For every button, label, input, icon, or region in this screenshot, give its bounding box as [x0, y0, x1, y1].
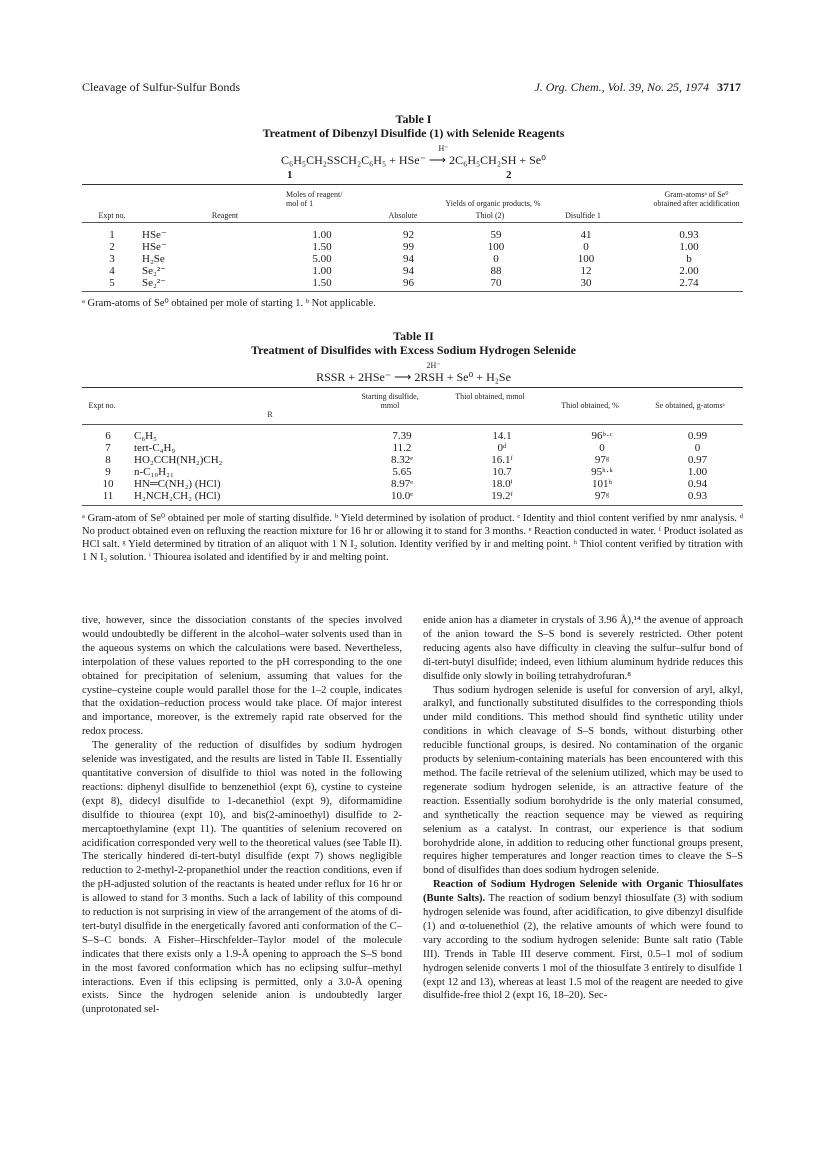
table2-cell: 0.94: [687, 478, 708, 490]
body-paragraph: tive, however, since the dissociation constants of the species involved would undoubtedly be different in the alcohol–water solvents used than in the aqueous systems on which the calculations were based. Nevertheless, interpolation of these values reported to the pH corresponding to the one obtained for precipitation of selenium, assuming that values for the cystine–cysteine couple would parallel those for the 1–2 couple, indicates that the oxidation–reduction process would take place. Of major interest and importance, moreover, is the extremely rapid rate observed for the redox process.: [82, 615, 402, 738]
table1-compound-1: 1: [287, 169, 293, 181]
table2-body: [82, 430, 743, 502]
table1-row: [82, 229, 743, 241]
table2-cell: 16.1ᶠ: [491, 454, 513, 466]
table1-cell: 2.00: [679, 265, 699, 277]
table2-label: Table II: [393, 329, 434, 343]
table2-row: [82, 490, 743, 502]
table2-header-rule: [82, 424, 743, 425]
table2-cell: 10: [102, 478, 114, 490]
journal-citation: J. Org. Chem., Vol. 39, No. 25, 1974: [534, 80, 709, 94]
table2-cell: n-C₁₀H₂₁: [134, 466, 174, 478]
table1-cell: 1: [109, 229, 115, 241]
page-number: 3717: [717, 80, 741, 94]
table1-cell: 1.50: [312, 241, 332, 253]
table2-cell: 95ʰ·ᵏ: [591, 466, 613, 478]
table1-cell: 96: [403, 277, 414, 289]
table1-eq-condition: H⁻: [438, 144, 449, 153]
t2-head-thiol-mmol: Thiol obtained, mmol: [455, 392, 525, 401]
table1-cell: 1.00: [679, 241, 699, 253]
table1-cell: HSe⁻: [142, 241, 167, 253]
t2-head-expt: Expt no.: [88, 401, 116, 410]
table2-footnote: ᵃ Gram-atom of Se⁰ obtained per mole of starting disulfide. ᵇ Yield determined by isolation of product. ᶜ Identity and thiol content verified by nmr analysis. ᵈ No product obtained even on refluxing the reaction mixture for 16 hr or allowing it to stand for 3 months. ᵉ Reaction conducted in water. ᶠ Product isolated as HCl salt. ᵍ Yield determined by titration of an aliquot with 1 N I₂ solution. Identity verified by ir and melting point. ʰ Thiol content verified by titration with 1 N I₂ solution. ⁱ Thiourea isolated and identified by ir and melting point.: [82, 513, 743, 563]
table2-cell: H₂NCH₂CH₂ (HCl): [134, 490, 221, 502]
t2-head-se: Se obtained, g-atomsᵃ: [655, 401, 725, 410]
table1-cell: 1.00: [312, 229, 332, 241]
t2-head-starting: Starting disulfide, mmol: [361, 392, 419, 410]
table2-cell: 6: [105, 430, 111, 442]
table1-label: Table I: [395, 112, 432, 126]
running-head-journal: [534, 80, 741, 95]
t1-head-disulfide: Disulfide 1: [565, 211, 601, 220]
table2-cell: 96ᵇ·ᶜ: [591, 430, 613, 442]
table2-cell: 0.97: [687, 454, 708, 466]
table1-cell: 88: [490, 265, 502, 277]
table1-cell: 1.50: [312, 277, 332, 289]
table1-compound-2: 2: [506, 169, 512, 181]
table1-cell: 12: [580, 265, 592, 277]
table1-cell: 70: [490, 277, 502, 289]
table1-footnote: ᵃ Gram-atoms of Se⁰ obtained per mole of starting 1. ᵇ Not applicable.: [82, 298, 376, 309]
table1-cell: 0: [493, 253, 499, 265]
body-left-column: [82, 614, 402, 1017]
running-head-title: Cleavage of Sulfur-Sulfur Bonds: [82, 80, 241, 94]
table2-cell: 0: [599, 442, 605, 454]
table2-cell: 18.0ⁱ: [491, 478, 513, 490]
table1-cell: H₂Se: [142, 253, 165, 265]
t1-head-reagent: Reagent: [211, 211, 239, 220]
table2-cell: 7: [105, 442, 111, 454]
table2-cell: 0.93: [687, 490, 708, 502]
table2-cell: 19.2ᶠ: [491, 490, 513, 502]
table2-cell: 0: [694, 442, 701, 454]
table1-cell: 3: [109, 253, 115, 265]
t2-head-r: R: [267, 410, 273, 419]
body-paragraph-bunte: [423, 878, 743, 1003]
table1-bottom-rule: [82, 291, 743, 292]
table2-cell: 0ᵈ: [497, 442, 507, 454]
t1-head-gram-atoms: Gram-atomsᵃ of Se⁰ obtained after acidification: [653, 190, 740, 208]
table2-cell: 14.1: [492, 430, 512, 442]
body-right-column: [423, 614, 743, 1003]
table2-cell: 97ᵍ: [594, 454, 610, 466]
table1-cell: 0: [583, 241, 589, 253]
table2-eq-condition: 2H⁻: [426, 361, 441, 370]
section-subhead: Reaction of Sodium Hydrogen Selenide with Organic Thiosulfates (Bunte Salts).: [423, 879, 743, 905]
table1-cell: 59: [490, 229, 502, 241]
table1-cell: Se₂²⁻: [142, 277, 166, 289]
table2-cell: 97ᵍ: [594, 490, 610, 502]
table1-cell: 94: [403, 253, 414, 265]
table2-cell: 5.65: [392, 466, 412, 478]
table2-cell: 9: [105, 466, 111, 478]
table1-body: [82, 229, 743, 289]
table1-cell: 4: [109, 265, 115, 277]
table1-cell: Se₂²⁻: [142, 265, 166, 277]
table2-cell: 7.39: [392, 430, 412, 442]
table2-cell: 8: [105, 454, 111, 466]
table1-cell: 100: [487, 241, 505, 253]
table1-cell: 0.93: [679, 229, 699, 241]
table1-cell: 2.74: [679, 277, 699, 289]
body-paragraph: The generality of the reduction of disulfides by sodium hydrogen selenide was investigated, and the results are listed in Table II. Essentially quantitative conversion of disulfide to thiol was noted in the following reactions: diphenyl disulfide to benzenethiol (expt 6), cystine to cysteine (expt 8), didecyl disulfide to 1-decanethiol (expt 9), diformamidine disulfide to thiourea (expt 10), and bis(2-aminoethyl) disulfide to 2-mercaptoethylamine (expt 11). The quantities of selenium recovered on acidification corresponded very well to the theoretical values (see Table II). The sterically hindered di-tert-butyl disulfide (expt 7) shows negligible reduction to 2-methyl-2-propanethiol under the reaction conditions, even if the pH-adjusted solution of the reactants is heated under reflux for 16 hr or is allowed to stand for 3 months. Such a lack of lability of this compound to reduction is not surprising in view of the arrangement of the atoms of di-tert-butyl disulfide in the energetically favored anti conformation of the C–S–S–C bonds. A Fisher–Hirschfelder–Taylor model of the molecule indicates that there exists only a 1.9-Å opening to approach the S–S bond in the most favored conformation which has no eclipsing sulfur–methyl interactions. Even if this eclipsing is permitted, only a 3.0-Å opening exists. Since the hydrogen selenide anion is undoubtedly larger (unprotonated sel-: [82, 740, 402, 1016]
table1-cell: 92: [403, 229, 414, 241]
table1-cell: 94: [403, 265, 414, 277]
table2-cell: C₆H₅: [134, 430, 157, 442]
table1-cell: HSe⁻: [142, 229, 167, 241]
t1-head-expt: Expt no.: [98, 211, 126, 220]
table2-cell: 11: [102, 490, 114, 502]
table1-row: [82, 253, 743, 265]
table1-cell: 2: [109, 241, 115, 253]
table2-row: [82, 430, 743, 442]
table2-cell: 8.97ᵉ: [390, 478, 414, 490]
table1-header-rule: [82, 222, 743, 223]
table1-cell: 5: [109, 277, 115, 289]
table1-cell: 99: [403, 241, 414, 253]
table1-top-rule: [82, 184, 743, 185]
table1-cell: 41: [580, 229, 592, 241]
t1-head-moles: Moles of reagent/ mol of 1: [286, 190, 343, 208]
body-paragraph-text: The reaction of sodium benzyl thiosulfate (3) with sodium hydrogen selenide was found, after acidification, to give dibenzyl disulfide (1) and α-toluenethiol (2), the relative amounts of which were found to vary according to the sodium hydrogen selenide: Bunte salt ratio (Table III). Trends in Table III deserve comment. First, 0.5–1 mol of sodium hydrogen selenide converts 1 mol of the thiosulfate 3 entirely to disulfide 1 (expt 12 and 13), whereas at least 1.5 mol of the reagent are needed to give disulfide-free thiol 2 (expt 16, 18–20). Sec-: [423, 893, 743, 1002]
table2-cell: 11.2: [392, 442, 412, 454]
table2-cell: 10.0ᵉ: [390, 490, 414, 502]
table1-cell: 1.00: [312, 265, 332, 277]
table2-title: Treatment of Disulfides with Excess Sodium Hydrogen Selenide: [250, 343, 576, 357]
table1-row: [82, 241, 743, 253]
table2-equation: RSSR + 2HSe⁻ ⟶ 2RSH + Se⁰ + H₂Se: [316, 370, 511, 384]
table1-row: [82, 265, 743, 277]
table2-row: [82, 478, 743, 490]
t1-head-absolute: Absolute: [388, 211, 418, 220]
table2-row: [82, 466, 743, 478]
table2-cell: HN═C(NH₂) (HCl): [134, 478, 221, 490]
table2-row: [82, 442, 743, 454]
table2-cell: 8.32ᵉ: [390, 454, 414, 466]
table1-cell: 100: [577, 253, 595, 265]
table2-cell: 1.00: [687, 466, 708, 478]
table2-cell: 10.7: [492, 466, 512, 478]
body-paragraph: Thus sodium hydrogen selenide is useful for conversion of aryl, alkyl, aralkyl, and functionally substituted disulfides to the corresponding thiols under mild conditions. This method should find synthetic utility under conditions in which cleavage of S–S bonds, without disturbing other reducible functional groups, is desired. No contamination of the organic products by selenium-containing materials has been encountered with this method. The facile retrieval of the selenium utilized, which may be used to regenerate sodium hydrogen selenide, is an attractive feature of the reaction. Essentially sodium borohydride is the only material consumed, and synthetically the reaction sequence may be viewed as requiring selenium as a catalyst. In contrast, our experience is that sodium borohydride alone, in addition to reducing other functional groups present, requires higher temperatures and longer reaction times to cleave the S–S bond of disulfides than does sodium hydrogen selenide.: [423, 684, 743, 877]
table2-cell: 101ᵇ: [592, 478, 612, 490]
table1-cell: b: [686, 253, 692, 265]
table2-cell: 0.99: [687, 430, 708, 442]
table1-equation: C₆H₅CH₂SSCH₂C₆H₅ + HSe⁻ ⟶ 2C₆H₅CH₂SH + Se⁰: [281, 153, 546, 167]
table2-top-rule: [82, 387, 743, 388]
table2-row: [82, 454, 743, 466]
table2-cell: HO₂CCH(NH₂)CH₂: [134, 454, 223, 466]
t2-head-thiol-pct: Thiol obtained, %: [561, 401, 619, 410]
t1-head-thiol: Thiol (2): [475, 211, 505, 220]
table1-title: Treatment of Dibenzyl Disulfide (1) with Selenide Reagents: [262, 126, 565, 140]
body-paragraph: enide anion has a diameter in crystals of 3.96 Å),¹⁴ the avenue of approach of the anion toward the S–S bond is severely restricted. Other potent reducing agents also have difficulty in cleaving the sulfur–sulfur bond of di-tert-butyl disulfide; indeed, even lithium aluminum hydride reduces this disulfide only slowly in boiling tetrahydrofuran.⁸: [423, 615, 743, 682]
table1-row: [82, 277, 743, 289]
t1-head-yields: Yields of organic products, %: [445, 199, 541, 208]
table2-bottom-rule: [82, 505, 743, 506]
table2-cell: tert-C₄H₉: [134, 442, 176, 454]
table1-cell: 30: [580, 277, 592, 289]
table1-cell: 5.00: [312, 253, 332, 265]
